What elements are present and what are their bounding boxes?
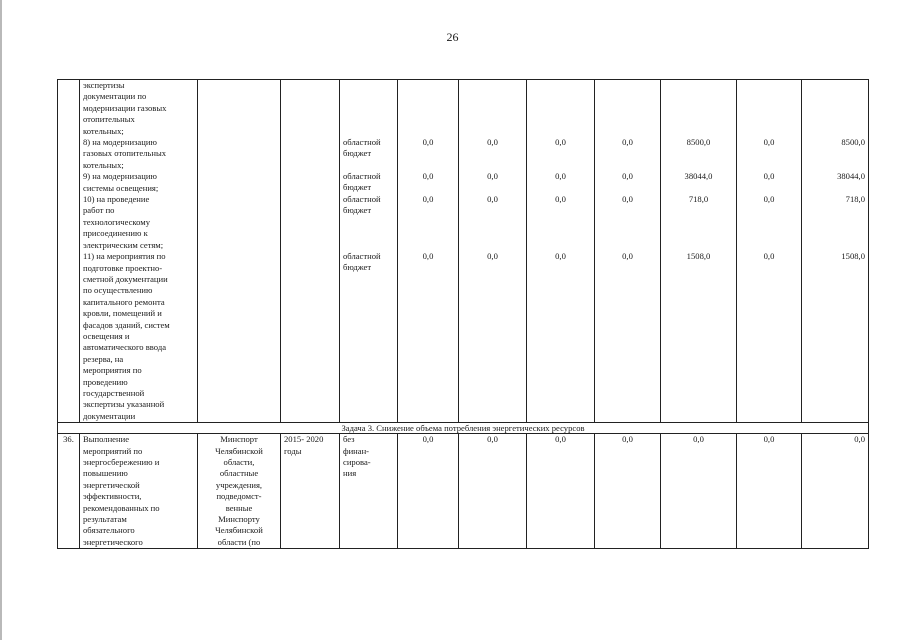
value: 1508,0	[841, 251, 865, 261]
description-line: капитального ремонта	[83, 296, 165, 307]
description-line: мероприятия по	[83, 365, 142, 376]
value: 38044,0	[684, 171, 713, 181]
value-cell-year-3	[527, 80, 595, 423]
description-line: энергетического	[83, 536, 143, 547]
value: 8500,0	[841, 137, 865, 147]
value-cell-year-4: 0,0	[595, 434, 661, 549]
description-cell	[80, 434, 198, 549]
description-line: рекомендованных по	[83, 502, 160, 513]
source-line: финан-	[343, 445, 370, 456]
value: 0,0	[487, 251, 498, 261]
executor-line: области (по	[217, 536, 261, 547]
value: 0,0	[622, 194, 633, 204]
value-cell-year-3: 0,0	[527, 434, 595, 549]
description-line: энергетической	[83, 479, 140, 490]
page-edge-line	[0, 0, 2, 640]
row-number: 36.	[58, 434, 80, 549]
value: 0,0	[763, 171, 775, 181]
description-line: государственной	[83, 387, 145, 398]
value: 0,0	[555, 171, 566, 181]
description-line: 10) на проведение	[83, 194, 150, 205]
page-number: 26	[446, 30, 459, 44]
description-line: котельных;	[83, 125, 124, 136]
value: 0,0	[622, 251, 633, 261]
description-line: системы освещения;	[83, 182, 159, 193]
period-cell	[281, 434, 340, 549]
value: 718,0	[688, 194, 709, 204]
description-line: по осуществлению	[83, 285, 153, 296]
value-cell-year-6	[737, 80, 802, 423]
description-cell	[80, 80, 198, 423]
description-line: модернизации газовых	[83, 102, 167, 113]
source-label-item-9: областной бюджет	[343, 171, 381, 193]
description-line: эффективности,	[83, 491, 142, 502]
description-line: 8) на модернизацию	[83, 137, 157, 148]
description-line: технологическому	[83, 216, 151, 227]
value-cell-year-1: 0,0	[398, 434, 459, 549]
source-line: сирова-	[343, 457, 371, 467]
description-line: газовых отопительных	[83, 148, 167, 159]
value-cell-total: 0,0	[802, 434, 869, 549]
value-cell-year-2: 0,0	[459, 434, 527, 549]
value: 0,0	[422, 137, 434, 147]
source-cell	[340, 434, 398, 549]
source-cell	[340, 80, 398, 423]
description-line: отопительных	[83, 114, 135, 125]
period-line: 2015- 2020	[284, 434, 324, 445]
executor-cell	[198, 80, 281, 423]
program-table	[57, 79, 869, 549]
value-cell-year-5	[661, 80, 737, 423]
period-line: годы	[284, 445, 302, 456]
description-line: фасадов зданий, систем	[83, 319, 170, 330]
description-line: экспертизы	[83, 80, 125, 90]
description-line: повышению	[83, 468, 128, 479]
row-number-cell	[58, 80, 80, 423]
description-line: 11) на мероприятия по	[83, 251, 166, 262]
value: 1508,0	[686, 251, 711, 261]
description-line: присоединению к	[83, 228, 148, 239]
executor-cell	[198, 434, 281, 549]
value: 0,0	[763, 137, 775, 147]
value: 0,0	[487, 171, 498, 181]
task-heading-row	[58, 423, 869, 434]
value: 38044,0	[837, 171, 865, 181]
value: 0,0	[487, 137, 498, 147]
executor-line: областные	[219, 468, 259, 479]
description-line: работ по	[83, 205, 115, 216]
executor-line: Челябинской	[215, 525, 263, 536]
description-line: Выполнение	[83, 434, 130, 445]
description-line: автоматического ввода	[83, 342, 167, 353]
value: 0,0	[422, 171, 434, 181]
description-line: сметной документации	[83, 273, 168, 284]
executor-line: Минспорту	[218, 514, 260, 525]
value: 0,0	[487, 194, 498, 204]
executor-line: Минспорт	[220, 434, 258, 445]
description-line: кровли, помещений и	[83, 308, 162, 319]
executor-line: Челябинской	[215, 445, 263, 456]
task-heading: Задача 3. Снижение объема потребления энергетических ресурсов	[58, 423, 869, 434]
executor-line: учреждения,	[215, 479, 263, 490]
description-line: документации	[83, 410, 136, 421]
table-row-continued	[58, 80, 869, 423]
table-row-36	[58, 434, 869, 549]
value: 0,0	[555, 137, 566, 147]
value: 0,0	[555, 194, 566, 204]
value: 718,0	[845, 194, 865, 204]
description-line: котельных;	[83, 159, 124, 170]
description-line: подготовке проектно-	[83, 262, 163, 273]
value: 0,0	[622, 137, 633, 147]
description-line: документации по	[83, 91, 147, 102]
executor-line: венные	[225, 502, 253, 513]
source-label-item-10: областной бюджет	[343, 194, 381, 216]
source-label-item-8: областной бюджет	[343, 137, 381, 159]
value: 0,0	[763, 251, 775, 261]
source-label-item-11: областной бюджет	[343, 251, 381, 273]
value-cell-year-6: 0,0	[737, 434, 802, 549]
description-line: результатам	[83, 514, 127, 525]
value: 0,0	[422, 251, 434, 261]
executor-line: подведомст-	[216, 491, 262, 502]
value: 8500,0	[686, 137, 711, 147]
value-cell-year-5: 0,0	[661, 434, 737, 549]
description-line: резерва, на	[83, 353, 124, 364]
description-line: электрическим сетям;	[83, 239, 164, 250]
value: 0,0	[555, 251, 566, 261]
description-line: обязательного	[83, 525, 135, 536]
description-line: мероприятий по	[83, 445, 143, 456]
value-cell-total	[802, 80, 869, 423]
value-cell-year-4	[595, 80, 661, 423]
source-line: ния	[343, 468, 357, 479]
description-line: 9) на модернизацию	[83, 171, 157, 182]
value: 0,0	[763, 194, 775, 204]
period-cell	[281, 80, 340, 423]
description-line: экспертизы указанной	[83, 399, 165, 410]
value: 0,0	[622, 171, 633, 181]
description-line: проведению	[83, 376, 128, 387]
value-cell-year-1	[398, 80, 459, 423]
description-line: освещения и	[83, 330, 130, 341]
executor-line: области,	[223, 457, 255, 467]
description-line: энергосбережению и	[83, 457, 160, 467]
value-cell-year-2	[459, 80, 527, 423]
source-line: без	[343, 434, 355, 445]
value: 0,0	[422, 194, 434, 204]
